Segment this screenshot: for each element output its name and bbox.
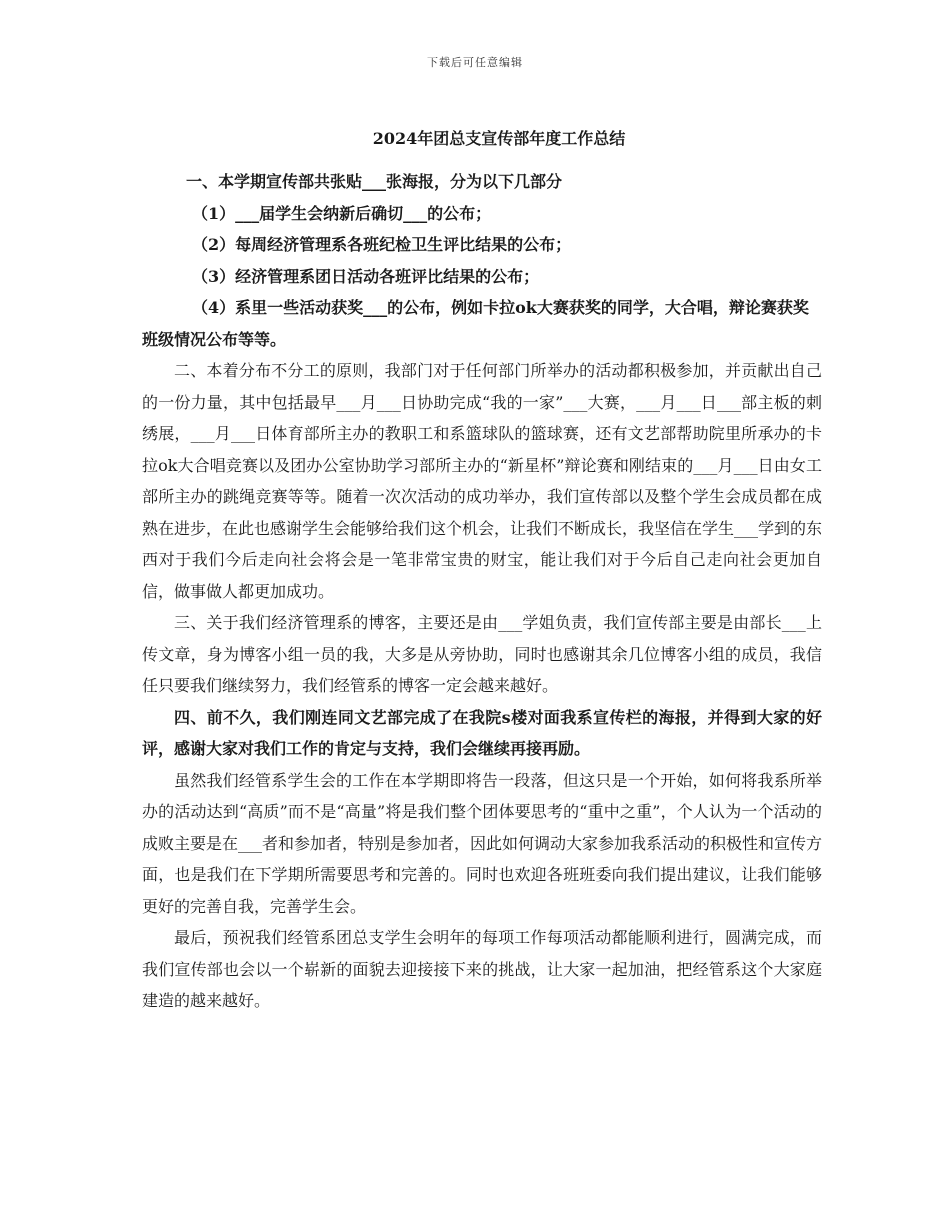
section-one-item-3: （3）经济管理系团日活动各班评比结果的公布； [192,266,540,286]
section-one-item-1: （1）___届学生会纳新后确切___的公布； [192,203,492,223]
paragraph-section-three: 三、关于我们经济管理系的博客，主要还是由___学姐负责，我们宣传部主要是由部长___上传文章，身为博客小组一员的我，大多是从旁协助，同时也感谢其余几位博客小组的成员，我信任只要我们继续努力，我们经管系的博客一定会越来越好。 [142,613,822,695]
paragraph-final-wishes: 最后，预祝我们经管系团总支学生会明年的每项工作每项活动都能顺利进行，圆满完成，而我们宣传部也会以一个崭新的面貌去迎接接下来的挑战，让大家一起加油，把经管系这个大家庭建造的越来越好。 [142,928,822,1010]
header-note: 下载后可任意编辑 [427,56,523,69]
section-one-item-2: （2）每周经济管理系各班纪检卫生评比结果的公布； [192,235,572,254]
section-one-item-4: （4）系里一些活动获奖___的公布，例如卡拉ok大赛获奖的同学，大合唱，辩论赛获奖班级情况公布等等。 [142,298,809,349]
document-body [142,166,822,1017]
paragraph-section-two: 二、本着分布不分工的原则，我部门对于任何部门所举办的活动都积极参加，并贡献出自己的一份力量，其中包括最早___月___日协助完成“我的一家”___大赛，___月___日___部主板的刺绣展，___月___日体育部所主办的教职工和系篮球队的篮球赛，还有文艺部帮助院里所承办的卡拉ok大合唱竞赛以及团办公室协助学习部所主办的“新星杯”辩论赛和刚结束的___月___日由女工部所主办的跳绳竞赛等等。随着一次次活动的成功举办，我们宣传部以及整个学生会成员都在成熟在进步，在此也感谢学生会能够给我们这个机会，让我们不断成长，我坚信在学生___学到的东西对于我们今后走向社会将会是一笔非常宝贵的财宝，能让我们对于今后自己走向社会更加自信，做事做人都更加成功。 [142,361,823,601]
section-one-heading: 一、本学期宣传部共张贴___张海报，分为以下几部分 [186,172,563,191]
document-title: 2024年团总支宣传部年度工作总结 [372,129,626,148]
paragraph-closing-reflection: 虽然我们经管系学生会的工作在本学期即将告一段落，但这只是一个开始，如何将我系所举办的活动达到“高质”而不是“高量”将是我们整个团体要思考的“重中之重”，个人认为一个活动的成败主要是在___者和参加者，特别是参加者，因此如何调动大家参加我系活动的积极性和宣传方面，也是我们在下学期所需要思考和完善的。同时也欢迎各班班委向我们提出建议，让我们能够更好的完善自我，完善学生会。 [142,770,823,916]
paragraph-section-four: 四、前不久，我们刚连同文艺部完成了在我院s楼对面我系宣传栏的海报，并得到大家的好评，感谢大家对我们工作的肯定与支持，我们会继续再接再励。 [142,707,822,758]
